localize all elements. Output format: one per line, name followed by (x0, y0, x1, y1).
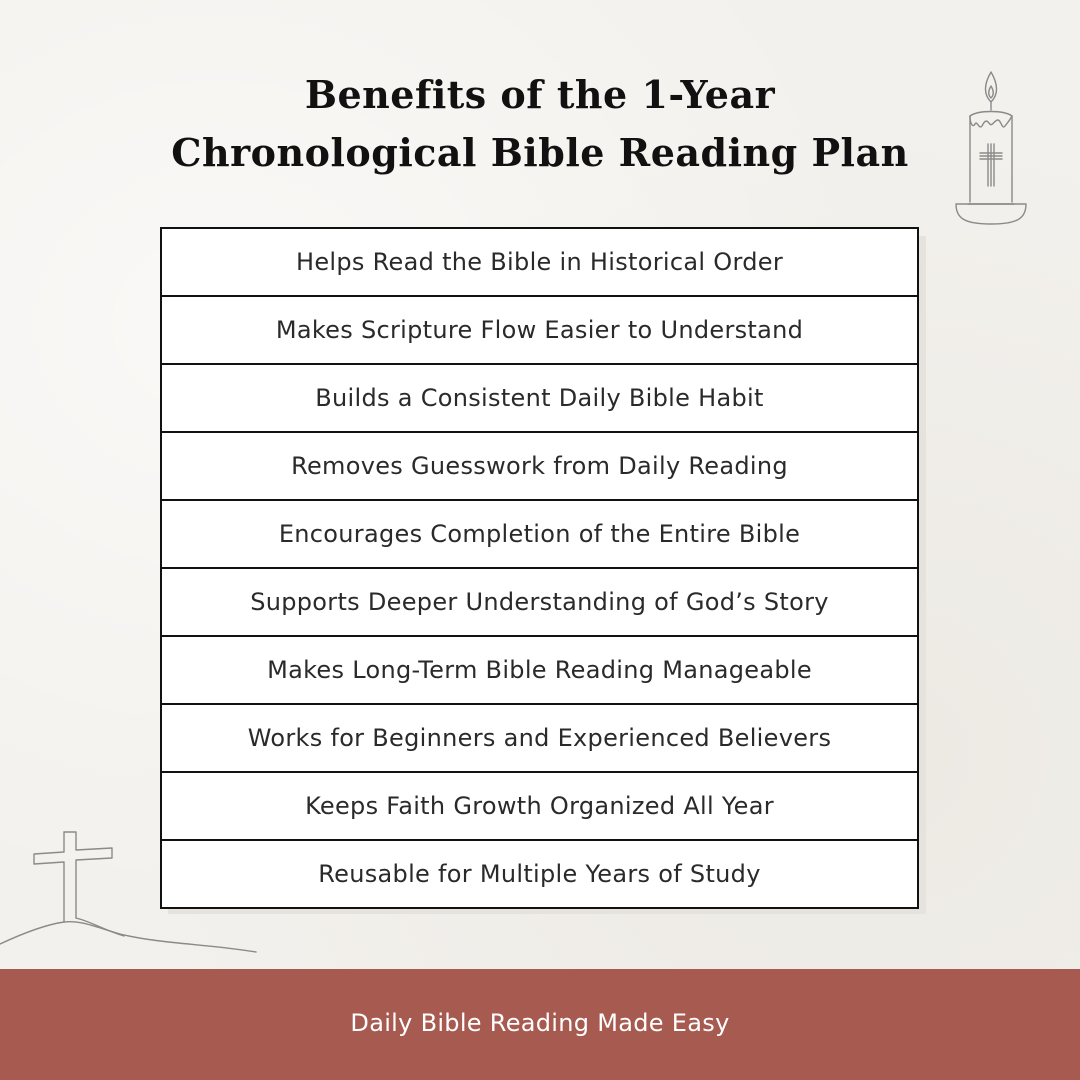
candle-icon (948, 64, 1034, 230)
benefit-row: Makes Long-Term Bible Reading Manageable (162, 637, 917, 705)
benefit-row: Helps Read the Bible in Historical Order (162, 229, 917, 297)
benefit-row: Builds a Consistent Daily Bible Habit (162, 365, 917, 433)
title-line-2: Chronological Bible Reading Plan (171, 130, 909, 175)
benefit-row: Encourages Completion of the Entire Bible (162, 501, 917, 569)
benefit-row: Keeps Faith Growth Organized All Year (162, 773, 917, 841)
title-line-1: Benefits of the 1-Year (304, 72, 776, 117)
benefit-row: Reusable for Multiple Years of Study (318, 860, 761, 888)
footer-text: Daily Bible Reading Made Easy (350, 1008, 730, 1037)
benefits-table (160, 227, 919, 909)
benefit-row: Removes Guesswork from Daily Reading (162, 433, 917, 501)
benefit-row: Supports Deeper Understanding of God’s Story (162, 569, 917, 637)
page-title (0, 66, 1080, 182)
benefit-row: Makes Scripture Flow Easier to Understand (162, 297, 917, 365)
benefit-row: Works for Beginners and Experienced Believers (162, 705, 917, 773)
footer-banner (0, 969, 1080, 1080)
